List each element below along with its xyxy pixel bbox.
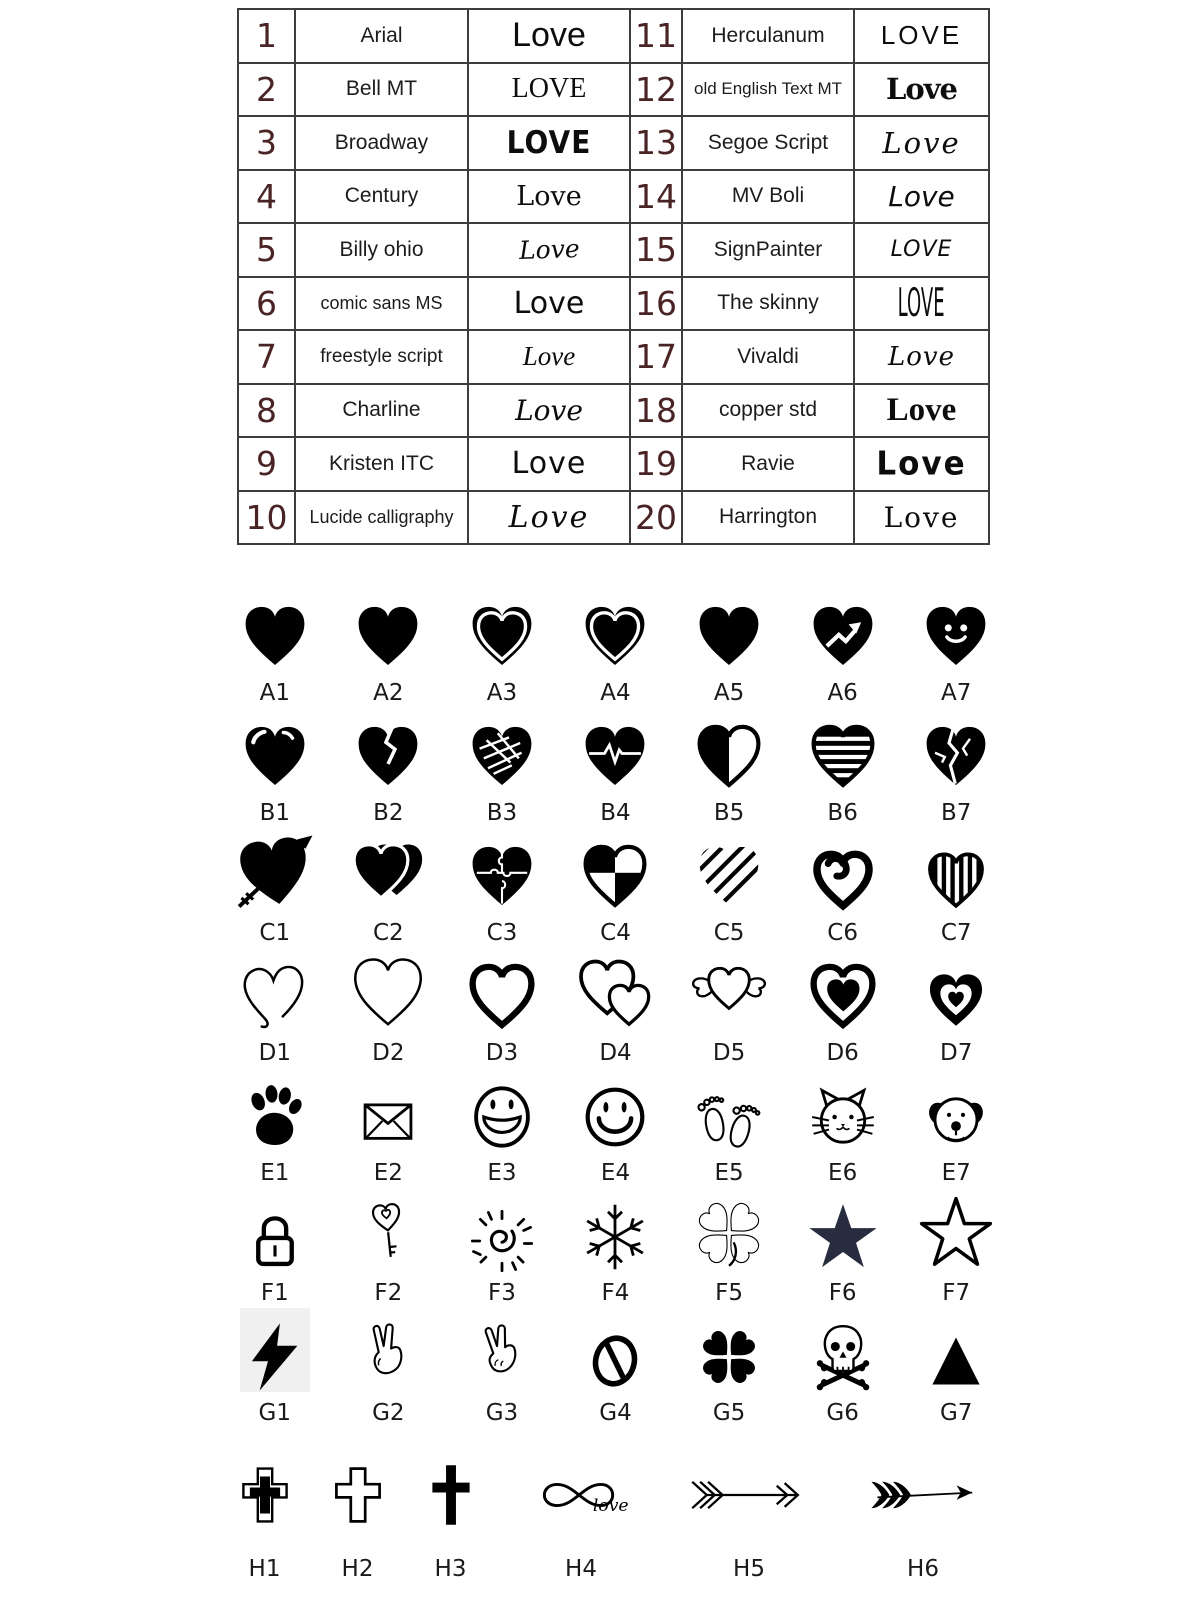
font-name: Ravie — [682, 437, 854, 491]
heart-clover-icon — [694, 1322, 764, 1392]
heart-double-outline-icon — [467, 602, 537, 672]
heart-outline-thick-icon — [467, 962, 537, 1032]
cross-outline-icon — [328, 1453, 388, 1537]
font-name: comic sans MS — [295, 277, 468, 331]
font-name: MV Boli — [682, 170, 854, 224]
symbol-cell-c7 — [899, 828, 1013, 948]
symbol-cell-g6 — [786, 1308, 900, 1428]
symbol-cell-d3 — [445, 948, 559, 1068]
font-name: Segoe Script — [682, 116, 854, 170]
solid-heart-tall-icon — [694, 602, 764, 672]
symbol-label: B3 — [486, 800, 518, 826]
triangle-solid-icon — [925, 1330, 987, 1392]
font-sample: Love — [468, 491, 630, 545]
key-icon — [357, 1190, 419, 1272]
symbol-label: E7 — [941, 1160, 971, 1186]
symbol-label: G6 — [826, 1400, 859, 1426]
symbol-cell-a4 — [559, 588, 673, 708]
font-sample: Love — [854, 116, 989, 170]
symbol-label: F1 — [260, 1280, 289, 1306]
symbol-label: C1 — [259, 920, 291, 946]
symbol-label: G2 — [372, 1400, 405, 1426]
symbol-cell-h5 — [665, 1442, 833, 1582]
symbol-cell-d2 — [332, 948, 446, 1068]
peace-hand-icon — [357, 1310, 419, 1392]
symbol-label: D5 — [712, 1040, 746, 1066]
symbol-label: H5 — [733, 1556, 765, 1582]
font-number: 3 — [238, 116, 295, 170]
table-row — [238, 170, 989, 224]
table-row — [238, 384, 989, 438]
symbol-cell-d7 — [899, 948, 1013, 1068]
symbol-label: B1 — [259, 800, 290, 826]
sun-doodle-icon — [471, 1210, 533, 1272]
symbol-cell-b7 — [899, 708, 1013, 828]
heart-outline-thin-icon — [349, 954, 427, 1032]
symbol-label: E5 — [714, 1160, 744, 1186]
font-sample: Love — [854, 170, 989, 224]
symbol-cell-g5 — [672, 1308, 786, 1428]
symbol-cell-h1 — [218, 1442, 311, 1582]
symbol-cell-f6 — [786, 1188, 900, 1308]
envelope-icon — [357, 1090, 419, 1152]
symbol-label: G7 — [939, 1400, 973, 1426]
symbol-cell-g4 — [559, 1308, 673, 1428]
symbol-label: F3 — [487, 1280, 516, 1306]
symbol-cell-b5 — [672, 708, 786, 828]
font-number: 8 — [238, 384, 295, 438]
symbol-cell-b6 — [786, 708, 900, 828]
cat-face-icon — [808, 1082, 878, 1152]
font-number: 6 — [238, 277, 295, 331]
symbol-cell-g1 — [218, 1308, 332, 1428]
heart-trend-arrow-icon — [808, 602, 878, 672]
symbol-label: E2 — [373, 1160, 403, 1186]
symbol-cell-h2 — [311, 1442, 404, 1582]
heart-in-heart-small-icon — [925, 970, 987, 1032]
font-sample: Love — [468, 330, 630, 384]
symbol-label: F5 — [715, 1280, 743, 1306]
symbol-cell-e3 — [445, 1068, 559, 1188]
font-sample: Love — [854, 63, 989, 117]
symbol-label: F7 — [942, 1280, 971, 1306]
font-name: old English Text MT — [682, 63, 854, 117]
font-name: Vivaldi — [682, 330, 854, 384]
symbol-cell-f5 — [672, 1188, 786, 1308]
font-number: 16 — [630, 277, 682, 331]
symbol-label: C7 — [940, 920, 972, 946]
heart-smiley-icon — [921, 602, 991, 672]
heart-puzzle-icon — [467, 842, 537, 912]
symbol-row-f — [218, 1188, 1013, 1308]
symbol-label: F4 — [601, 1280, 630, 1306]
table-row — [238, 330, 989, 384]
font-sample: Love — [854, 437, 989, 491]
font-name: Billy ohio — [295, 223, 468, 277]
symbol-label: D3 — [485, 1040, 519, 1066]
arrow-solid-fletching-icon — [825, 1465, 1021, 1525]
heart-shine-icon — [240, 722, 310, 792]
symbol-cell-f4 — [559, 1188, 673, 1308]
font-number: 10 — [238, 491, 295, 545]
symbol-cell-g7 — [899, 1308, 1013, 1428]
laughing-smiley-icon — [467, 1082, 537, 1152]
symbol-label: A4 — [600, 680, 631, 706]
table-row — [238, 116, 989, 170]
symbol-label: E4 — [600, 1160, 631, 1186]
symbol-cell-f2 — [332, 1188, 446, 1308]
table-row — [238, 277, 989, 331]
symbol-label: B6 — [827, 800, 858, 826]
symbol-cell-g3 — [445, 1308, 559, 1428]
symbol-label: D7 — [940, 1040, 973, 1066]
symbol-cell-e4 — [559, 1068, 673, 1188]
symbol-cell-h3 — [404, 1442, 497, 1582]
symbol-label: D2 — [372, 1040, 405, 1066]
font-number: 11 — [630, 9, 682, 63]
lightning-bolt-icon — [240, 1322, 310, 1392]
symbol-grid — [218, 588, 1013, 1590]
symbol-cell-b2 — [332, 708, 446, 828]
font-sample: Love — [468, 384, 630, 438]
symbol-row-e — [218, 1068, 1013, 1188]
heart-double-outline-round-icon — [580, 602, 650, 672]
table-row — [238, 63, 989, 117]
font-sample: Love — [468, 437, 630, 491]
font-sample: Love — [468, 9, 630, 63]
font-name: Broadway — [295, 116, 468, 170]
solid-heart-icon — [240, 602, 310, 672]
symbol-label: C6 — [827, 920, 858, 946]
symbol-cell-e1 — [218, 1068, 332, 1188]
symbol-label: C3 — [486, 920, 518, 946]
symbol-cell-b4 — [559, 708, 673, 828]
symbol-label: H4 — [565, 1556, 597, 1582]
snowflake-icon — [580, 1202, 650, 1272]
heart-heartbeat-icon — [580, 722, 650, 792]
symbol-label: G1 — [258, 1400, 292, 1426]
font-sample: LOVE — [854, 9, 989, 63]
table-row — [238, 437, 989, 491]
symbol-label: C4 — [600, 920, 631, 946]
symbol-label: H6 — [907, 1556, 939, 1582]
symbol-cell-a1 — [218, 588, 332, 708]
font-sample: Love — [468, 277, 630, 331]
font-sample: LOVE — [854, 223, 989, 277]
heart-white-scribble-icon — [467, 722, 537, 792]
symbol-label: A5 — [713, 680, 745, 706]
symbol-label: F2 — [374, 1280, 403, 1306]
font-name: Harrington — [682, 491, 854, 545]
font-reference-table — [237, 8, 990, 545]
font-name: Lucide calligraphy — [295, 491, 468, 545]
symbol-row-g — [218, 1308, 1013, 1428]
font-name: Herculanum — [682, 9, 854, 63]
symbol-label: D4 — [599, 1040, 632, 1066]
font-number: 5 — [238, 223, 295, 277]
symbol-cell-a5 — [672, 588, 786, 708]
symbol-cell-f7 — [899, 1188, 1013, 1308]
symbol-label: G4 — [599, 1400, 632, 1426]
heart-vertical-stripes-icon — [925, 850, 987, 912]
symbol-label: H3 — [434, 1556, 467, 1582]
font-number: 13 — [630, 116, 682, 170]
symbol-cell-f1 — [218, 1188, 332, 1308]
table-row — [238, 223, 989, 277]
symbol-label: G3 — [485, 1400, 519, 1426]
font-name: freestyle script — [295, 330, 468, 384]
font-name: Charline — [295, 384, 468, 438]
symbol-label: H2 — [341, 1556, 374, 1582]
four-leaf-clover-icon — [690, 1194, 768, 1272]
symbol-cell-c2 — [332, 828, 446, 948]
font-name: copper std — [682, 384, 854, 438]
star-solid-icon — [808, 1202, 878, 1272]
font-number: 15 — [630, 223, 682, 277]
font-name: Bell MT — [295, 63, 468, 117]
symbol-cell-e2 — [332, 1068, 446, 1188]
skull-crossbones-icon — [808, 1322, 878, 1392]
symbol-row-h — [218, 1442, 1013, 1590]
symbol-cell-c3 — [445, 828, 559, 948]
symbol-cell-d6 — [786, 948, 900, 1068]
symbol-cell-a7 — [899, 588, 1013, 708]
symbol-cell-b3 — [445, 708, 559, 828]
symbol-cell-a6 — [786, 588, 900, 708]
symbol-cell-c4 — [559, 828, 673, 948]
symbol-label: D6 — [826, 1040, 859, 1066]
font-sample: Love — [468, 223, 630, 277]
table-row — [238, 491, 989, 545]
font-name: The skinny — [682, 277, 854, 331]
font-name: Century — [295, 170, 468, 224]
symbol-row-b — [218, 708, 1013, 828]
symbol-cell-e7 — [899, 1068, 1013, 1188]
arrow-chevron-fletching-icon — [665, 1462, 833, 1528]
cross-double-outline-icon — [235, 1453, 295, 1537]
symbol-cell-e6 — [786, 1068, 900, 1188]
heart-outline-tail-icon — [236, 954, 314, 1032]
symbol-label: A6 — [827, 680, 858, 706]
symbol-label: E1 — [260, 1160, 290, 1186]
symbol-cell-d5 — [672, 948, 786, 1068]
font-sample: LOVE — [468, 116, 630, 170]
smiley-face-icon — [580, 1082, 650, 1152]
symbol-label: C5 — [713, 920, 745, 946]
font-number: 2 — [238, 63, 295, 117]
symbol-label: F6 — [828, 1280, 857, 1306]
table-row — [238, 9, 989, 63]
font-sample: Love — [468, 170, 630, 224]
heart-swirl-icon — [812, 850, 874, 912]
heart-scribble-icon — [694, 842, 764, 912]
symbol-cell-h4 — [497, 1442, 665, 1582]
symbol-cell-g2 — [332, 1308, 446, 1428]
font-number: 17 — [630, 330, 682, 384]
symbol-cell-a3 — [445, 588, 559, 708]
font-number: 7 — [238, 330, 295, 384]
peace-hand-alt-icon — [471, 1310, 533, 1392]
font-sample: Love — [854, 330, 989, 384]
symbol-label: A3 — [486, 680, 518, 706]
heart-in-heart-icon — [808, 962, 878, 1032]
infinity-love-icon — [497, 1462, 665, 1528]
symbol-cell-a2 — [332, 588, 446, 708]
font-number: 18 — [630, 384, 682, 438]
symbol-cell-e5 — [672, 1068, 786, 1188]
heart-pierced-arrow-icon — [236, 834, 314, 912]
symbol-cell-c6 — [786, 828, 900, 948]
double-hearts-icon — [349, 834, 427, 912]
symbol-row-a — [218, 588, 1013, 708]
font-number: 12 — [630, 63, 682, 117]
symbol-cell-c1 — [218, 828, 332, 948]
symbol-label: C2 — [373, 920, 404, 946]
cross-solid-icon — [420, 1442, 482, 1548]
dog-face-icon — [921, 1082, 991, 1152]
broken-heart-icon — [353, 722, 423, 792]
no-sign-icon — [584, 1330, 646, 1392]
solid-heart-wide-icon — [353, 602, 423, 672]
symbol-label: E3 — [487, 1160, 517, 1186]
symbol-label: B4 — [600, 800, 631, 826]
font-sample: Love — [854, 384, 989, 438]
font-name: Arial — [295, 9, 468, 63]
symbol-label: B2 — [373, 800, 404, 826]
font-number: 1 — [238, 9, 295, 63]
symbol-cell-f3 — [445, 1188, 559, 1308]
symbol-label: B5 — [713, 800, 745, 826]
padlock-icon — [244, 1210, 306, 1272]
heart-horizontal-stripes-icon — [808, 722, 878, 792]
font-number: 20 — [630, 491, 682, 545]
heart-cracked-icon — [921, 722, 991, 792]
font-name: SignPainter — [682, 223, 854, 277]
symbol-cell-c5 — [672, 828, 786, 948]
symbol-label: A7 — [941, 680, 972, 706]
font-number: 19 — [630, 437, 682, 491]
symbol-label: D1 — [258, 1040, 291, 1066]
double-hearts-outline-icon — [576, 954, 654, 1032]
font-name: Kristen ITC — [295, 437, 468, 491]
symbol-cell-d4 — [559, 948, 673, 1068]
heart-half-filled-icon — [694, 722, 764, 792]
symbol-row-c — [218, 828, 1013, 948]
font-sample: LOVE — [468, 63, 630, 117]
heart-quarters-icon — [580, 842, 650, 912]
symbol-cell-b1 — [218, 708, 332, 828]
font-number: 14 — [630, 170, 682, 224]
heart-wings-icon — [690, 954, 768, 1032]
symbol-label: A1 — [259, 680, 290, 706]
symbol-row-d — [218, 948, 1013, 1068]
symbol-label: E6 — [828, 1160, 858, 1186]
font-sample: Love — [854, 491, 989, 545]
font-sample: LOVE — [854, 277, 989, 331]
symbol-label: H1 — [248, 1556, 281, 1582]
paw-print-icon — [240, 1082, 310, 1152]
star-outline-icon — [917, 1194, 995, 1272]
symbol-label: G5 — [712, 1400, 746, 1426]
symbol-cell-h6 — [833, 1442, 1013, 1582]
symbol-label: A2 — [373, 680, 404, 706]
font-number: 9 — [238, 437, 295, 491]
font-number: 4 — [238, 170, 295, 224]
symbol-label: B7 — [940, 800, 972, 826]
symbol-cell-d1 — [218, 948, 332, 1068]
baby-feet-icon — [694, 1082, 764, 1152]
